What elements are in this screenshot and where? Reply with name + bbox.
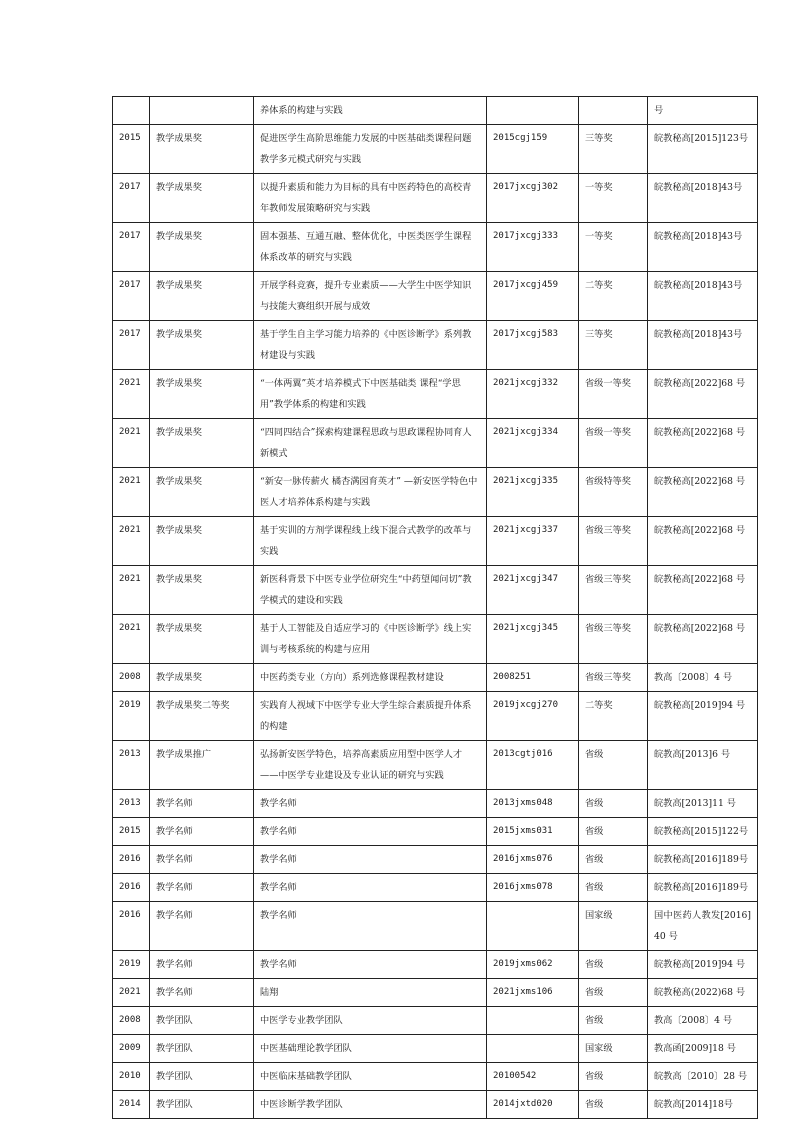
cell-code: 20100542: [487, 1063, 579, 1091]
cell-code: 2021jxcgj335: [487, 468, 579, 517]
cell-year: 2017: [113, 321, 150, 370]
cell-name: 教学名师: [254, 818, 487, 846]
cell-type: 教学成果推广: [150, 741, 254, 790]
cell-code: [487, 1035, 579, 1063]
cell-type: 教学名师: [150, 951, 254, 979]
cell-name: 实践育人视域下中医学专业大学生综合素质提升体系的构建: [254, 692, 487, 741]
cell-name: 开展学科竞赛，提升专业素质——大学生中医学知识与技能大赛组织开展与成效: [254, 272, 487, 321]
cell-year: 2019: [113, 951, 150, 979]
cell-type: 教学成果奖: [150, 419, 254, 468]
cell-level: 国家级: [579, 902, 648, 951]
table-row: [113, 951, 758, 979]
cell-year: 2008: [113, 664, 150, 692]
table-row: [113, 370, 758, 419]
cell-name: “四同四结合”探索构建课程思政与思政课程协同育人新模式: [254, 419, 487, 468]
cell-type: [150, 97, 254, 125]
cell-year: 2013: [113, 790, 150, 818]
cell-type: 教学名师: [150, 874, 254, 902]
cell-year: 2021: [113, 615, 150, 664]
cell-year: 2013: [113, 741, 150, 790]
cell-year: 2009: [113, 1035, 150, 1063]
cell-doc: 皖教高[2014]18号: [648, 1091, 758, 1119]
cell-name: 教学名师: [254, 846, 487, 874]
cell-name: 中医临床基础教学团队: [254, 1063, 487, 1091]
cell-type: 教学成果奖: [150, 174, 254, 223]
cell-year: 2017: [113, 174, 150, 223]
table-row: [113, 566, 758, 615]
table-row: [113, 664, 758, 692]
cell-level: 二等奖: [579, 692, 648, 741]
cell-name: 教学名师: [254, 790, 487, 818]
cell-code: [487, 902, 579, 951]
table-row: [113, 846, 758, 874]
cell-year: 2016: [113, 846, 150, 874]
table-row: [113, 321, 758, 370]
table-row: [113, 174, 758, 223]
cell-year: 2008: [113, 1007, 150, 1035]
cell-name: 弘扬新安医学特色，培养高素质应用型中医学人才——中医学专业建设及专业认证的研究与实践: [254, 741, 487, 790]
cell-code: 2008251: [487, 664, 579, 692]
cell-type: 教学团队: [150, 1063, 254, 1091]
table-row: [113, 1007, 758, 1035]
cell-code: 2013cgtj016: [487, 741, 579, 790]
cell-year: 2016: [113, 902, 150, 951]
cell-doc: 皖教高〔2010〕28 号: [648, 1063, 758, 1091]
cell-year: 2021: [113, 979, 150, 1007]
cell-level: 省级: [579, 1007, 648, 1035]
cell-type: 教学名师: [150, 902, 254, 951]
cell-type: 教学成果奖: [150, 223, 254, 272]
table-row: [113, 272, 758, 321]
table-row: [113, 517, 758, 566]
cell-level: 一等奖: [579, 223, 648, 272]
cell-doc: 皖教秘高[2022]68 号: [648, 468, 758, 517]
cell-name: 教学名师: [254, 902, 487, 951]
cell-year: 2021: [113, 566, 150, 615]
cell-level: 省级三等奖: [579, 615, 648, 664]
cell-year: [113, 97, 150, 125]
table-row: [113, 1063, 758, 1091]
cell-level: 国家级: [579, 1035, 648, 1063]
cell-code: 2016jxms078: [487, 874, 579, 902]
table-row: [113, 692, 758, 741]
cell-code: 2021jxcgj347: [487, 566, 579, 615]
cell-year: 2021: [113, 419, 150, 468]
cell-name: 中医诊断学教学团队: [254, 1091, 487, 1119]
cell-year: 2015: [113, 125, 150, 174]
cell-year: 2016: [113, 874, 150, 902]
table-row: [113, 615, 758, 664]
cell-code: [487, 1007, 579, 1035]
cell-doc: 皖教秘高[2018]43号: [648, 272, 758, 321]
cell-type: 教学成果奖: [150, 125, 254, 174]
table-row: [113, 902, 758, 951]
cell-doc: 皖教秘高[2019]94 号: [648, 951, 758, 979]
cell-type: 教学名师: [150, 979, 254, 1007]
document-page: [112, 96, 757, 1119]
cell-year: 2015: [113, 818, 150, 846]
table-row: [113, 97, 758, 125]
cell-type: 教学成果奖: [150, 566, 254, 615]
cell-level: 省级一等奖: [579, 419, 648, 468]
cell-code: 2021jxcgj345: [487, 615, 579, 664]
cell-name: “一体两翼”英才培养模式下中医基础类 课程“学思用”教学体系的构建和实践: [254, 370, 487, 419]
cell-code: 2017jxcgj333: [487, 223, 579, 272]
cell-code: 2021jxcgj337: [487, 517, 579, 566]
cell-level: 二等奖: [579, 272, 648, 321]
cell-code: 2017jxcgj302: [487, 174, 579, 223]
cell-name: 中医药类专业（方向）系列选修课程教材建设: [254, 664, 487, 692]
cell-type: 教学名师: [150, 790, 254, 818]
cell-level: 省级: [579, 790, 648, 818]
cell-doc: 皖教秘高[2018]43号: [648, 321, 758, 370]
cell-level: 省级: [579, 874, 648, 902]
table-row: [113, 223, 758, 272]
cell-doc: 皖教秘高[2022]68 号: [648, 517, 758, 566]
cell-type: 教学成果奖: [150, 615, 254, 664]
table-row: [113, 1091, 758, 1119]
cell-name: 新医科背景下中医专业学位研究生“中药望闻问切”教学模式的建设和实践: [254, 566, 487, 615]
cell-doc: 教高〔2008〕4 号: [648, 664, 758, 692]
awards-table-body: [113, 97, 758, 1119]
cell-code: 2019jxcgj270: [487, 692, 579, 741]
cell-doc: 皖教秘高(2022)68 号: [648, 979, 758, 1007]
cell-type: 教学团队: [150, 1007, 254, 1035]
cell-name: 以提升素质和能力为目标的具有中医药特色的高校青年教师发展策略研究与实践: [254, 174, 487, 223]
cell-level: [579, 97, 648, 125]
cell-code: 2014jxtd020: [487, 1091, 579, 1119]
cell-doc: 皖教秘高[2016]189号: [648, 874, 758, 902]
cell-doc: 皖教高[2013]11 号: [648, 790, 758, 818]
cell-type: 教学团队: [150, 1035, 254, 1063]
cell-doc: 皖教秘高[2022]68 号: [648, 615, 758, 664]
cell-level: 省级: [579, 741, 648, 790]
cell-level: 省级: [579, 1091, 648, 1119]
cell-type: 教学成果奖: [150, 272, 254, 321]
cell-code: 2021jxcgj332: [487, 370, 579, 419]
cell-name: 教学名师: [254, 951, 487, 979]
cell-year: 2017: [113, 223, 150, 272]
cell-doc: 皖教高[2013]6 号: [648, 741, 758, 790]
cell-name: 中医学专业教学团队: [254, 1007, 487, 1035]
cell-code: 2021jxms106: [487, 979, 579, 1007]
cell-type: 教学名师: [150, 846, 254, 874]
cell-level: 省级: [579, 951, 648, 979]
cell-doc: 皖教秘高[2019]94 号: [648, 692, 758, 741]
cell-level: 三等奖: [579, 321, 648, 370]
cell-year: 2014: [113, 1091, 150, 1119]
awards-table: [112, 96, 758, 1119]
cell-year: 2021: [113, 517, 150, 566]
cell-doc: 教高〔2008〕4 号: [648, 1007, 758, 1035]
cell-code: 2013jxms048: [487, 790, 579, 818]
cell-code: 2016jxms076: [487, 846, 579, 874]
cell-name: 固本强基、互通互融、整体优化，中医类医学生课程体系改革的研究与实践: [254, 223, 487, 272]
cell-doc: 皖教秘高[2016]189号: [648, 846, 758, 874]
cell-name: “新安一脉传薪火 橘杏满园育英才” —新安医学特色中医人才培养体系构建与实践: [254, 468, 487, 517]
cell-doc: 国中医药人教发[2016]40 号: [648, 902, 758, 951]
table-row: [113, 790, 758, 818]
cell-level: 省级一等奖: [579, 370, 648, 419]
cell-doc: 皖教秘高[2022]68 号: [648, 566, 758, 615]
cell-type: 教学成果奖: [150, 468, 254, 517]
cell-name: 基于实训的方剂学课程线上线下混合式教学的改革与实践: [254, 517, 487, 566]
cell-level: 省级: [579, 1063, 648, 1091]
cell-name: 基于学生自主学习能力培养的《中医诊断学》系列教材建设与实践: [254, 321, 487, 370]
cell-name: 基于人工智能及自适应学习的《中医诊断学》线上实训与考核系统的构建与应用: [254, 615, 487, 664]
cell-name: 陆翔: [254, 979, 487, 1007]
table-row: [113, 419, 758, 468]
cell-code: 2015cgj159: [487, 125, 579, 174]
cell-type: 教学成果奖二等奖: [150, 692, 254, 741]
cell-year: 2017: [113, 272, 150, 321]
cell-year: 2019: [113, 692, 150, 741]
table-row: [113, 741, 758, 790]
cell-code: 2017jxcgj459: [487, 272, 579, 321]
cell-name: 养体系的构建与实践: [254, 97, 487, 125]
cell-doc: 皖教秘高[2018]43号: [648, 174, 758, 223]
cell-code: 2017jxcgj583: [487, 321, 579, 370]
table-row: [113, 818, 758, 846]
cell-type: 教学成果奖: [150, 370, 254, 419]
cell-code: [487, 97, 579, 125]
cell-level: 三等奖: [579, 125, 648, 174]
cell-code: 2021jxcgj334: [487, 419, 579, 468]
cell-type: 教学团队: [150, 1091, 254, 1119]
cell-year: 2010: [113, 1063, 150, 1091]
table-row: [113, 125, 758, 174]
cell-level: 省级: [579, 846, 648, 874]
cell-code: 2019jxms062: [487, 951, 579, 979]
cell-name: 促进医学生高阶思维能力发展的中医基础类课程问题教学多元模式研究与实践: [254, 125, 487, 174]
table-row: [113, 874, 758, 902]
cell-level: 省级三等奖: [579, 566, 648, 615]
cell-level: 省级三等奖: [579, 664, 648, 692]
cell-type: 教学成果奖: [150, 664, 254, 692]
cell-doc: 皖教秘高[2022]68 号: [648, 370, 758, 419]
cell-year: 2021: [113, 468, 150, 517]
cell-level: 省级特等奖: [579, 468, 648, 517]
cell-level: 一等奖: [579, 174, 648, 223]
table-row: [113, 1035, 758, 1063]
cell-doc: 皖教秘高[2018]43号: [648, 223, 758, 272]
cell-year: 2021: [113, 370, 150, 419]
table-row: [113, 979, 758, 1007]
cell-code: 2015jxms031: [487, 818, 579, 846]
cell-doc: 皖教秘高[2015]123号: [648, 125, 758, 174]
cell-name: 中医基础理论教学团队: [254, 1035, 487, 1063]
cell-type: 教学名师: [150, 818, 254, 846]
table-row: [113, 468, 758, 517]
cell-level: 省级: [579, 818, 648, 846]
cell-type: 教学成果奖: [150, 517, 254, 566]
cell-level: 省级三等奖: [579, 517, 648, 566]
cell-level: 省级: [579, 979, 648, 1007]
cell-doc: 教高函[2009]18 号: [648, 1035, 758, 1063]
cell-name: 教学名师: [254, 874, 487, 902]
cell-doc: 号: [648, 97, 758, 125]
cell-type: 教学成果奖: [150, 321, 254, 370]
cell-doc: 皖教秘高[2015]122号: [648, 818, 758, 846]
cell-doc: 皖教秘高[2022]68 号: [648, 419, 758, 468]
